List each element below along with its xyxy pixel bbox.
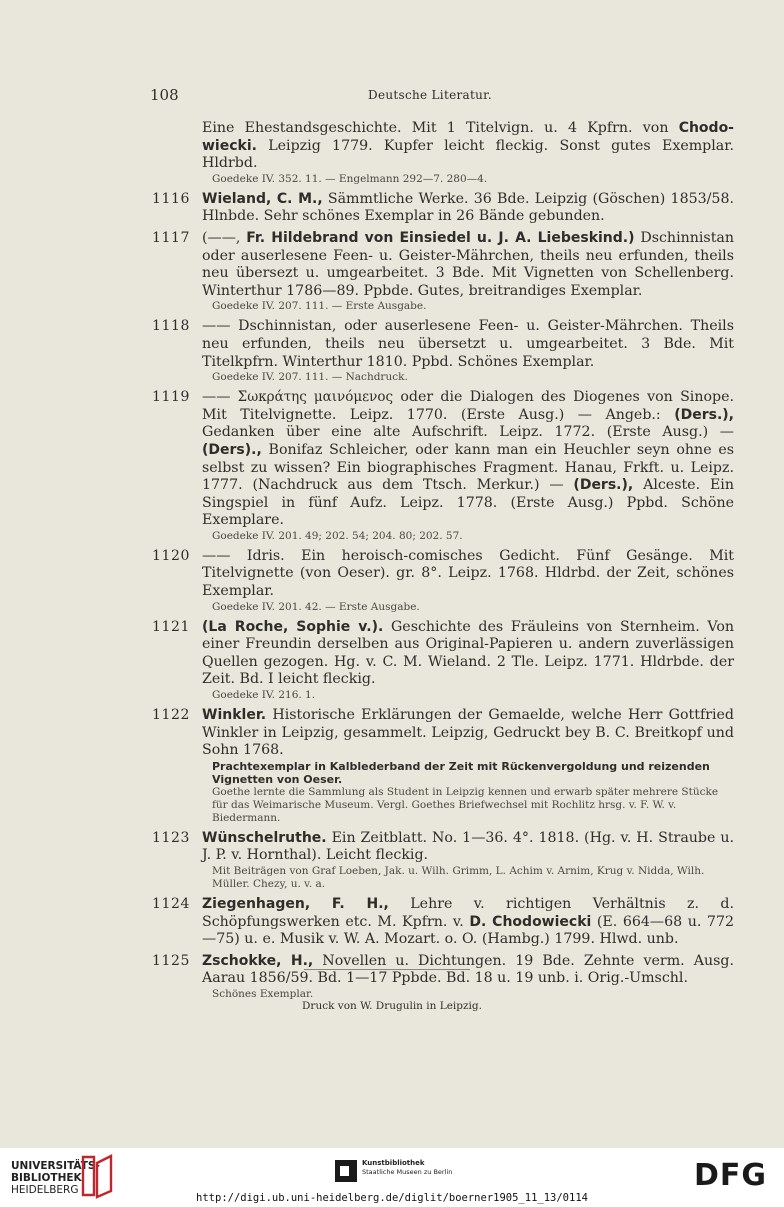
entry-text: Ziegenhagen, F. H., Lehre v. richtigen Verhältnis z. d. Schöpfungswerken etc. M. Kpfrn. v. D. Chodowiecki (E. 664—68 u. 772—75) u. e. Musik v. W. A. Mozart. o. O. (Hambg.) 1799. Hlwd. unb. bbox=[202, 896, 734, 948]
entry-reference-note: Goedeke IV. 201. 49; 202. 54; 204. 80; 202. 57. bbox=[212, 529, 463, 542]
catalogue-entry bbox=[152, 830, 734, 891]
entry-reference-note: Goethe lernte die Sammlung als Student in Leipzig kennen und erwarb später mehrere Stücke für das Weimarische Museum. Vergl. Goethes Briefwechsel mit Rochlitz hrsg. v. F. W. v. Biedermann. bbox=[212, 785, 719, 824]
entry-reference-note: Goedeke IV. 201. 42. — Erste Ausgabe. bbox=[212, 600, 420, 613]
catalogue-entry bbox=[152, 191, 734, 226]
catalogue-entry bbox=[152, 953, 734, 1001]
kunstbibliothek-logo-icon[interactable] bbox=[335, 1160, 357, 1182]
entry-remark: Prachtexemplar in Kalblederband der Zeit mit Rückenvergoldung und reizenden Vignetten von Oeser. bbox=[212, 759, 710, 786]
entry-text: (——, Fr. Hildebrand von Einsiedel u. J. A. Liebeskind.) Dschinnistan oder auserlesene Feen- u. Geister-Mährchen, theils neu erfunden, theils neu übersezt u. umgearbeitet. 3 Bde. Mit Vignetten von Schellenberg. Winterthur 1786—89. Ppbde. Gutes, breitrandiges Exemplar. bbox=[202, 229, 734, 299]
entry-number: 1125 bbox=[152, 952, 191, 969]
entry-text: —— Dschinnistan, oder auserlesene Feen- u. Geister-Mährchen. Theils neu erfunden, theils neu übersetzt u. umgearbeitet. 3 Bde. Mit Titelkpfrn. Winterthur 1810. Ppbd. Schönes Exemplar. bbox=[202, 318, 734, 370]
entry-text: Eine Ehestandsgeschichte. Mit 1 Titelvign. u. 4 Kpfrn. von Chodo-wiecki. Leipzig 1779. Kupfer leicht fleckig. Sonst gutes Exemplar. Hldrbd. bbox=[202, 120, 734, 172]
dfg-logo[interactable]: DFG bbox=[694, 1158, 768, 1193]
divider bbox=[304, 969, 470, 970]
page-header bbox=[150, 86, 710, 106]
catalogue-entry bbox=[152, 120, 734, 186]
entry-number: 1120 bbox=[152, 547, 191, 564]
entry-number: 1119 bbox=[152, 389, 191, 406]
entry-number: 1124 bbox=[152, 896, 191, 912]
running-title: Deutsche Literatur. bbox=[368, 88, 492, 102]
entry-number: 1121 bbox=[152, 618, 191, 635]
catalogue-entry bbox=[152, 896, 734, 949]
catalogue-entry bbox=[152, 619, 734, 702]
catalogue-entry bbox=[152, 548, 734, 614]
catalogue-entries bbox=[152, 120, 734, 1006]
entry-reference-note: Goedeke IV. 207. 111. — Nachdruck. bbox=[212, 371, 408, 384]
entry-text: (La Roche, Sophie v.). Geschichte des Fräuleins von Sternheim. Von einer Freundin derselben aus Original-Papieren u. andern zuverlässigen Quellen gezogen. Hg. v. C. M. Wieland. 2 Tle. Leipz. 1771. Hldrbde. der Zeit. Bd. I leicht fleckig. bbox=[202, 618, 735, 688]
entry-text: Zschokke, H., Novellen u. Dichtungen. 19 Bde. Zehnte verm. Ausg. Aarau 1856/59. Bd. 1—17 Ppbde. Bd. 18 u. 19 unb. i. Orig.-Umschl. bbox=[202, 952, 734, 987]
entry-text: Winkler. Historische Erklärungen der Gemaelde, welche Herr Gottfried Winkler in Leipzig, gesammelt. Leipzig, Gedruckt bey B. C. Breitkopf und Sohn 1768. bbox=[202, 707, 734, 759]
kunstbibliothek-name[interactable]: Kunstbibliothek Staatliche Museen zu Berlin bbox=[362, 1159, 453, 1176]
printer-imprint: Druck von W. Drugulin in Leipzig. bbox=[302, 1000, 482, 1012]
entry-reference-note: Goedeke IV. 207. 111. — Erste Ausgabe. bbox=[212, 300, 427, 313]
entry-number: 1123 bbox=[152, 829, 191, 846]
entry-text: Wünschelruthe. Ein Zeitblatt. No. 1—36. 4°. 1818. (Hg. v. H. Straube u. J. P. v. Hornthal). Leicht fleckig. bbox=[202, 829, 734, 864]
entry-text: —— Idris. Ein heroisch-comisches Gedicht. Fünf Gesänge. Mit Titelvignette (von Oeser). gr. 8°. Leipz. 1768. Hldrbd. der Zeit, schönes Exemplar. bbox=[202, 547, 734, 600]
catalogue-entry bbox=[152, 318, 734, 384]
page-number: 108 bbox=[150, 86, 179, 104]
entry-number: 1117 bbox=[152, 229, 191, 246]
entry-number: 1116 bbox=[152, 190, 191, 207]
entry-reference-note: Mit Beiträgen von Graf Loeben, Jak. u. Wilh. Grimm, L. Achim v. Arnim, Krug v. Nidda, Wilh. Müller. Chezy, u. v. a. bbox=[212, 865, 705, 890]
entry-reference-note: Goedeke IV. 352. 11. — Engelmann 292—7. 280—4. bbox=[212, 172, 488, 185]
entry-reference-note: Goedeke IV. 216. 1. bbox=[212, 689, 316, 702]
entry-number: 1122 bbox=[152, 707, 191, 724]
catalogue-entry bbox=[152, 389, 734, 543]
catalogue-entry bbox=[152, 230, 734, 313]
entry-text: —— Σωκράτης μαινόμενος oder die Dialogen des Diogenes von Sinope. Mit Titelvignette. Leipz. 1770. (Erste Ausg.) — Angeb.: (Ders.), Gedanken über eine alte Aufschrift. Leipz. 1772. (Erste Ausg.) — (Ders)., Bonifaz Schleicher, oder kann man ein Heuchler seyn ohne es selbst zu wissen? Ein biographisches Fragment. Hanau, Frkft. u. Leipz. 1777. (Nachdruck aus dem Ttsch. Merkur.) — (Ders.), Alceste. Ein Singspiel in fünf Aufz. Leipz. 1778. (Erste Ausg.) Ppbd. Schöne Exemplare. bbox=[202, 389, 734, 529]
entry-reference-note: Schönes Exemplar. bbox=[212, 987, 314, 1000]
university-library-name[interactable]: UNIVERSITÄTS- BIBLIOTHEK HEIDELBERG bbox=[11, 1160, 100, 1196]
permalink-url[interactable]: http://digi.ub.uni-heidelberg.de/diglit/boerner1905_11_13/0114 bbox=[196, 1192, 588, 1204]
entry-number: 1118 bbox=[152, 318, 191, 335]
catalogue-entry bbox=[152, 707, 734, 825]
entry-text: Wieland, C. M., Sämmtliche Werke. 36 Bde. Leipzig (Göschen) 1853/58. Hlnbde. Sehr schönes Exemplar in 26 Bände gebunden. bbox=[202, 190, 734, 225]
